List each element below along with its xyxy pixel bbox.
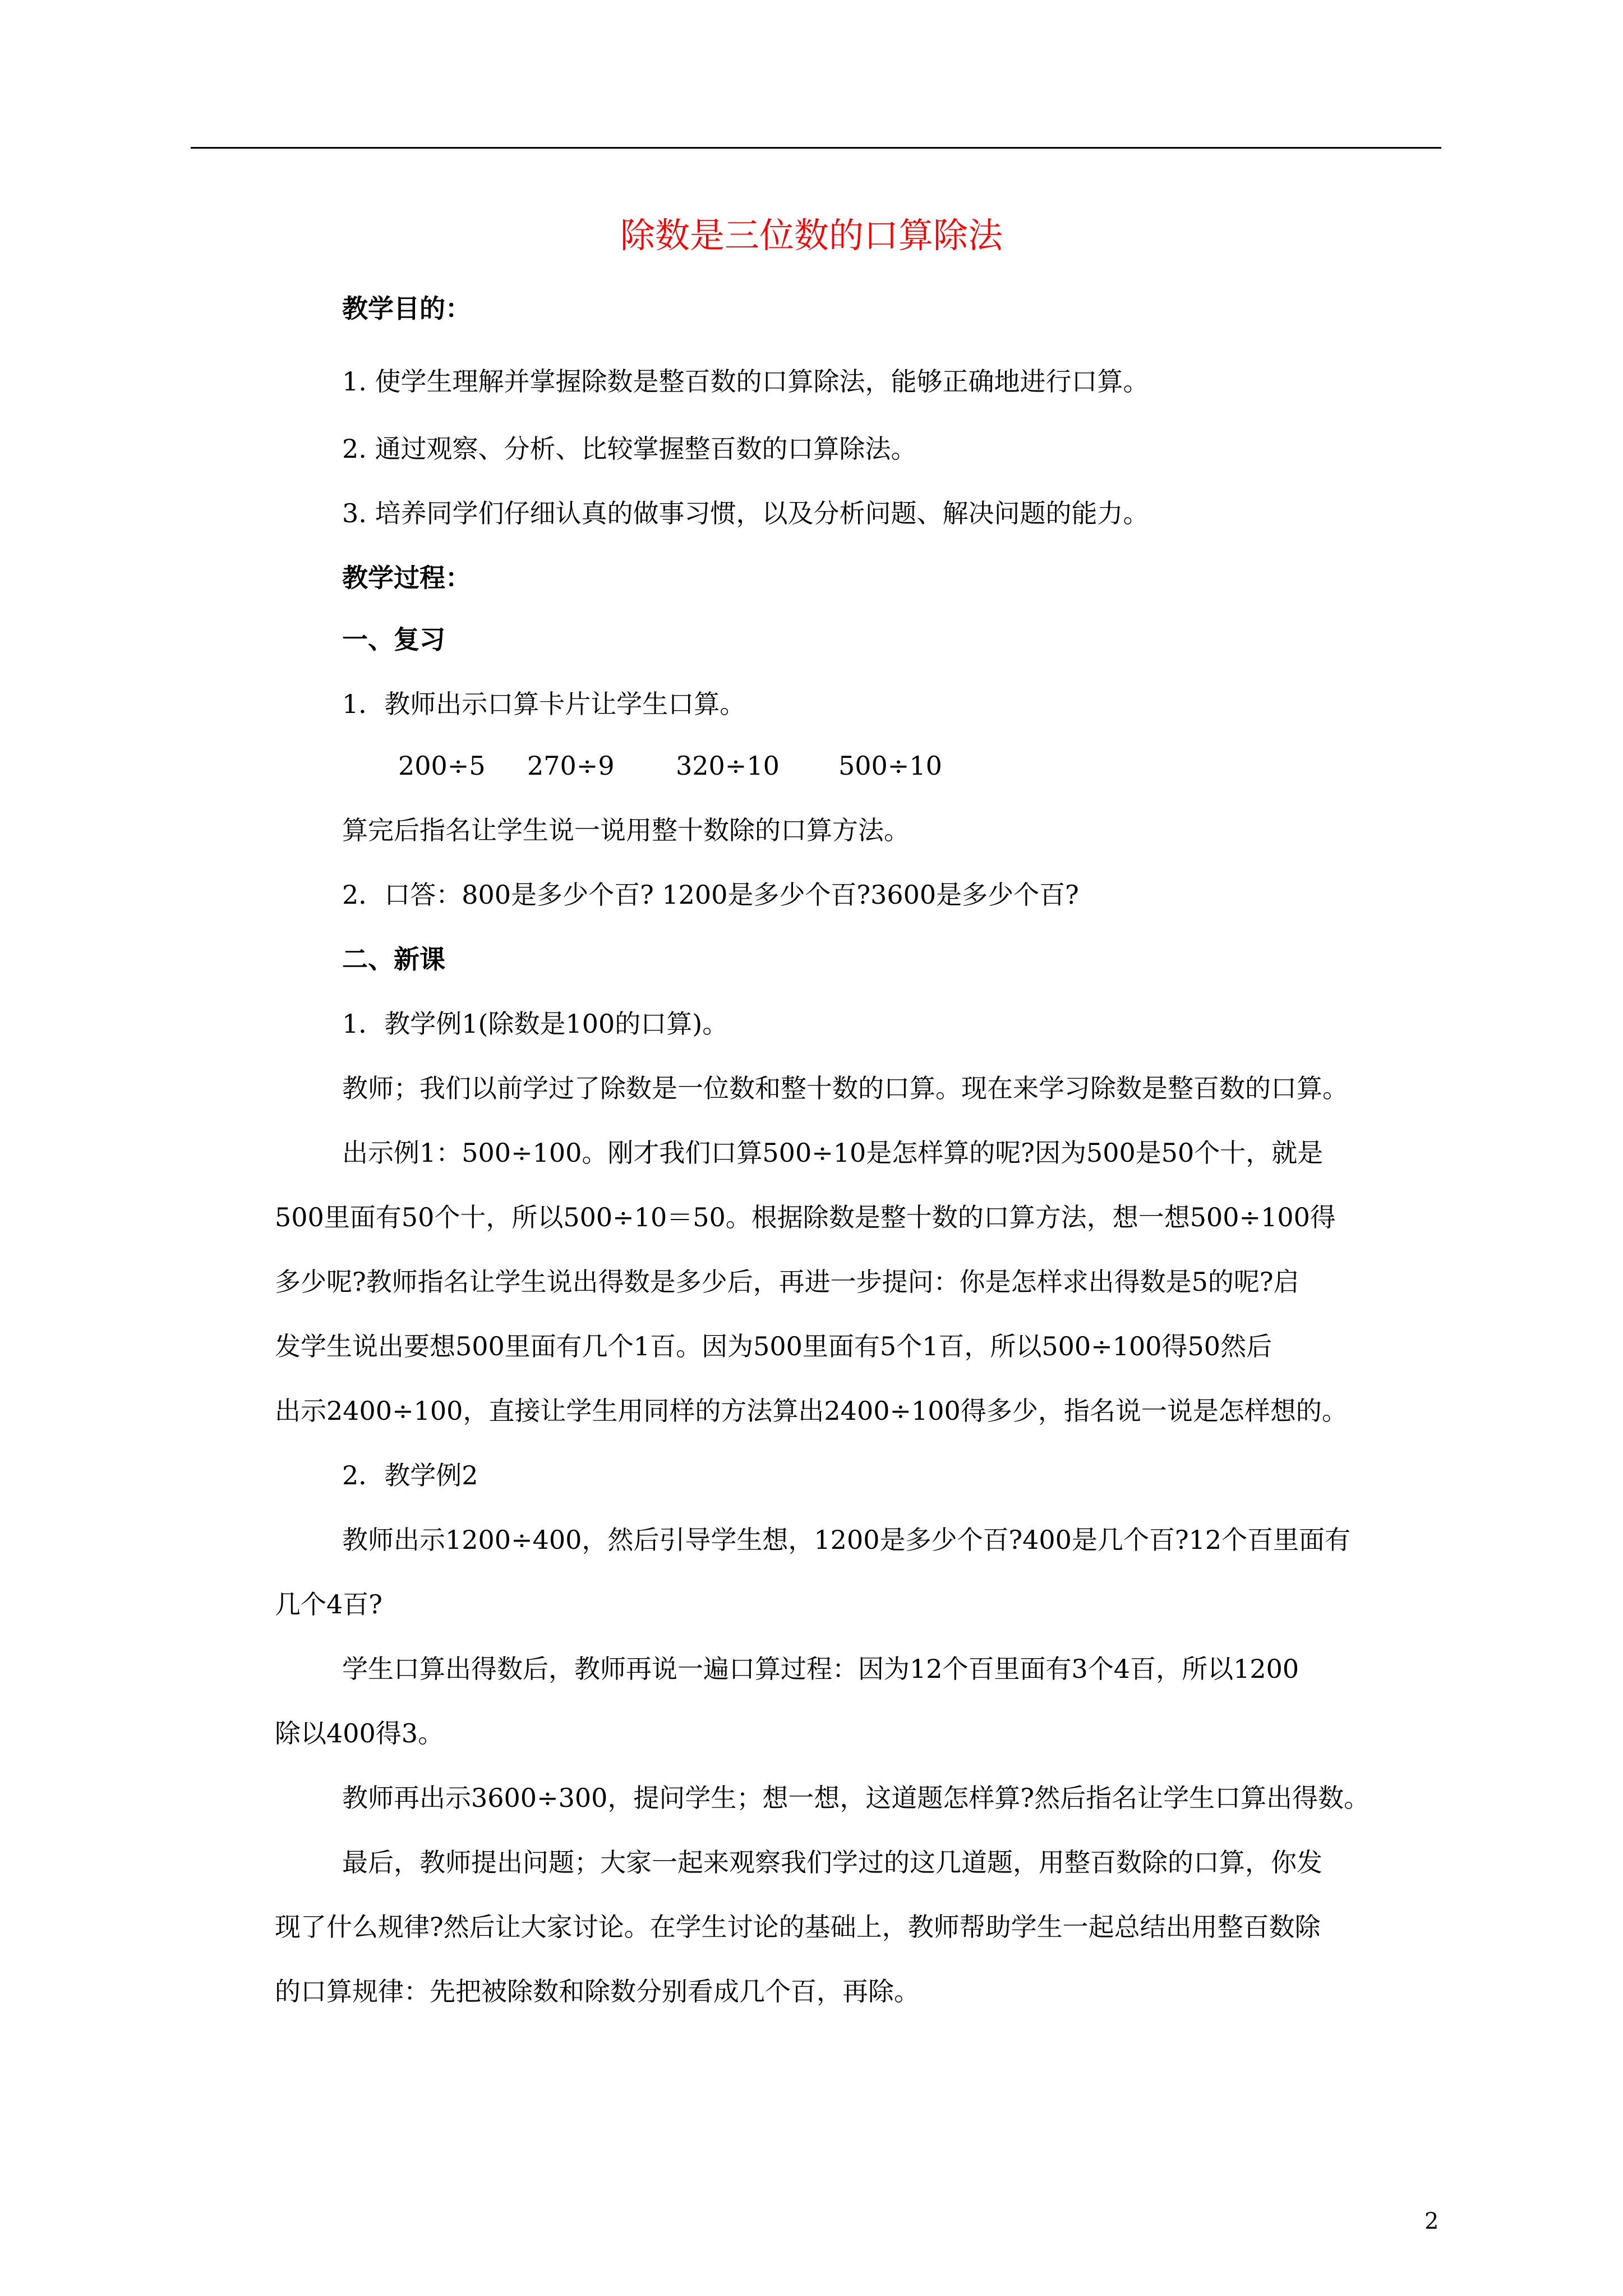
process-heading: 教学过程： bbox=[342, 563, 471, 593]
calc-expression: 500÷10 bbox=[838, 751, 942, 781]
example-2-paragraph-line: 几个4百? bbox=[275, 1589, 382, 1619]
review-item-2: 2．口答：800是多少个百? 1200是多少个百?3600是多少个百? bbox=[342, 880, 1079, 910]
example-2-paragraph-line: 的口算规律：先把被除数和除数分别看成几个百，再除。 bbox=[275, 1976, 920, 2007]
section-heading-new-lesson: 二、新课 bbox=[342, 944, 445, 974]
goal-item: 3. 培养同学们仔细认真的做事习惯，以及分析问题、解决问题的能力。 bbox=[342, 498, 1149, 528]
section-heading-review: 一、复习 bbox=[342, 624, 445, 655]
calc-expression: 320÷10 bbox=[676, 751, 780, 781]
example-1-line: 500里面有50个十，所以500÷10＝50。根据除数是整十数的口算方法，想一想500÷100得 bbox=[275, 1202, 1336, 1232]
review-after-text: 算完后指名让学生说一说用整十数除的口算方法。 bbox=[342, 815, 910, 845]
example-2-title: 2．教学例2 bbox=[342, 1460, 478, 1490]
goals-heading: 教学目的： bbox=[342, 293, 471, 324]
header-rule bbox=[191, 147, 1441, 149]
example-2-paragraph-line: 现了什么规律?然后让大家讨论。在学生讨论的基础上，教师帮助学生一起总结出用整百数除 bbox=[275, 1912, 1321, 1942]
page-number: 2 bbox=[1424, 2208, 1439, 2234]
calc-expression: 270÷9 bbox=[527, 751, 615, 781]
example-2-paragraph-line: 教师出示1200÷400，然后引导学生想，1200是多少个百?400是几个百?12个百里面有 bbox=[342, 1525, 1351, 1555]
example-1-line: 多少呢?教师指名让学生说出得数是多少后，再进一步提问：你是怎样求出得数是5的呢?启 bbox=[275, 1267, 1299, 1297]
example-1-line: 发学生说出要想500里面有几个1百。因为500里面有5个1百，所以500÷100得50然后 bbox=[275, 1331, 1272, 1361]
example-1-intro: 教师；我们以前学过了除数是一位数和整十数的口算。现在来学习除数是整百数的口算。 bbox=[342, 1073, 1348, 1103]
review-item-1: 1．教师出示口算卡片让学生口算。 bbox=[342, 689, 746, 719]
example-2-paragraph-line: 教师再出示3600÷300，提问学生；想一想，这道题怎样算?然后指名让学生口算出得数。 bbox=[342, 1783, 1370, 1813]
example-2-paragraph-line: 学生口算出得数后，教师再说一遍口算过程：因为12个百里面有3个4百，所以1200 bbox=[342, 1654, 1299, 1684]
goal-item: 2. 通过观察、分析、比较掌握整百数的口算除法。 bbox=[342, 434, 917, 464]
example-1-title: 1．教学例1(除数是100的口算)。 bbox=[342, 1009, 728, 1039]
calc-expression: 200÷5 bbox=[398, 751, 486, 781]
document-title: 除数是三位数的口算除法 bbox=[620, 215, 1003, 256]
goal-item: 1. 使学生理解并掌握除数是整百数的口算除法，能够正确地进行口算。 bbox=[342, 366, 1149, 397]
example-2-paragraph-line: 最后，教师提出问题；大家一起来观察我们学过的这几道题，用整百数除的口算，你发 bbox=[342, 1847, 1322, 1878]
example-2-paragraph-line: 除以400得3。 bbox=[275, 1718, 444, 1749]
example-1-line: 出示例1：500÷100。刚才我们口算500÷10是怎样算的呢?因为500是50个十，就是 bbox=[342, 1138, 1324, 1168]
example-1-line: 出示2400÷100，直接让学生用同样的方法算出2400÷100得多少，指名说一说是怎样想的。 bbox=[275, 1396, 1348, 1426]
